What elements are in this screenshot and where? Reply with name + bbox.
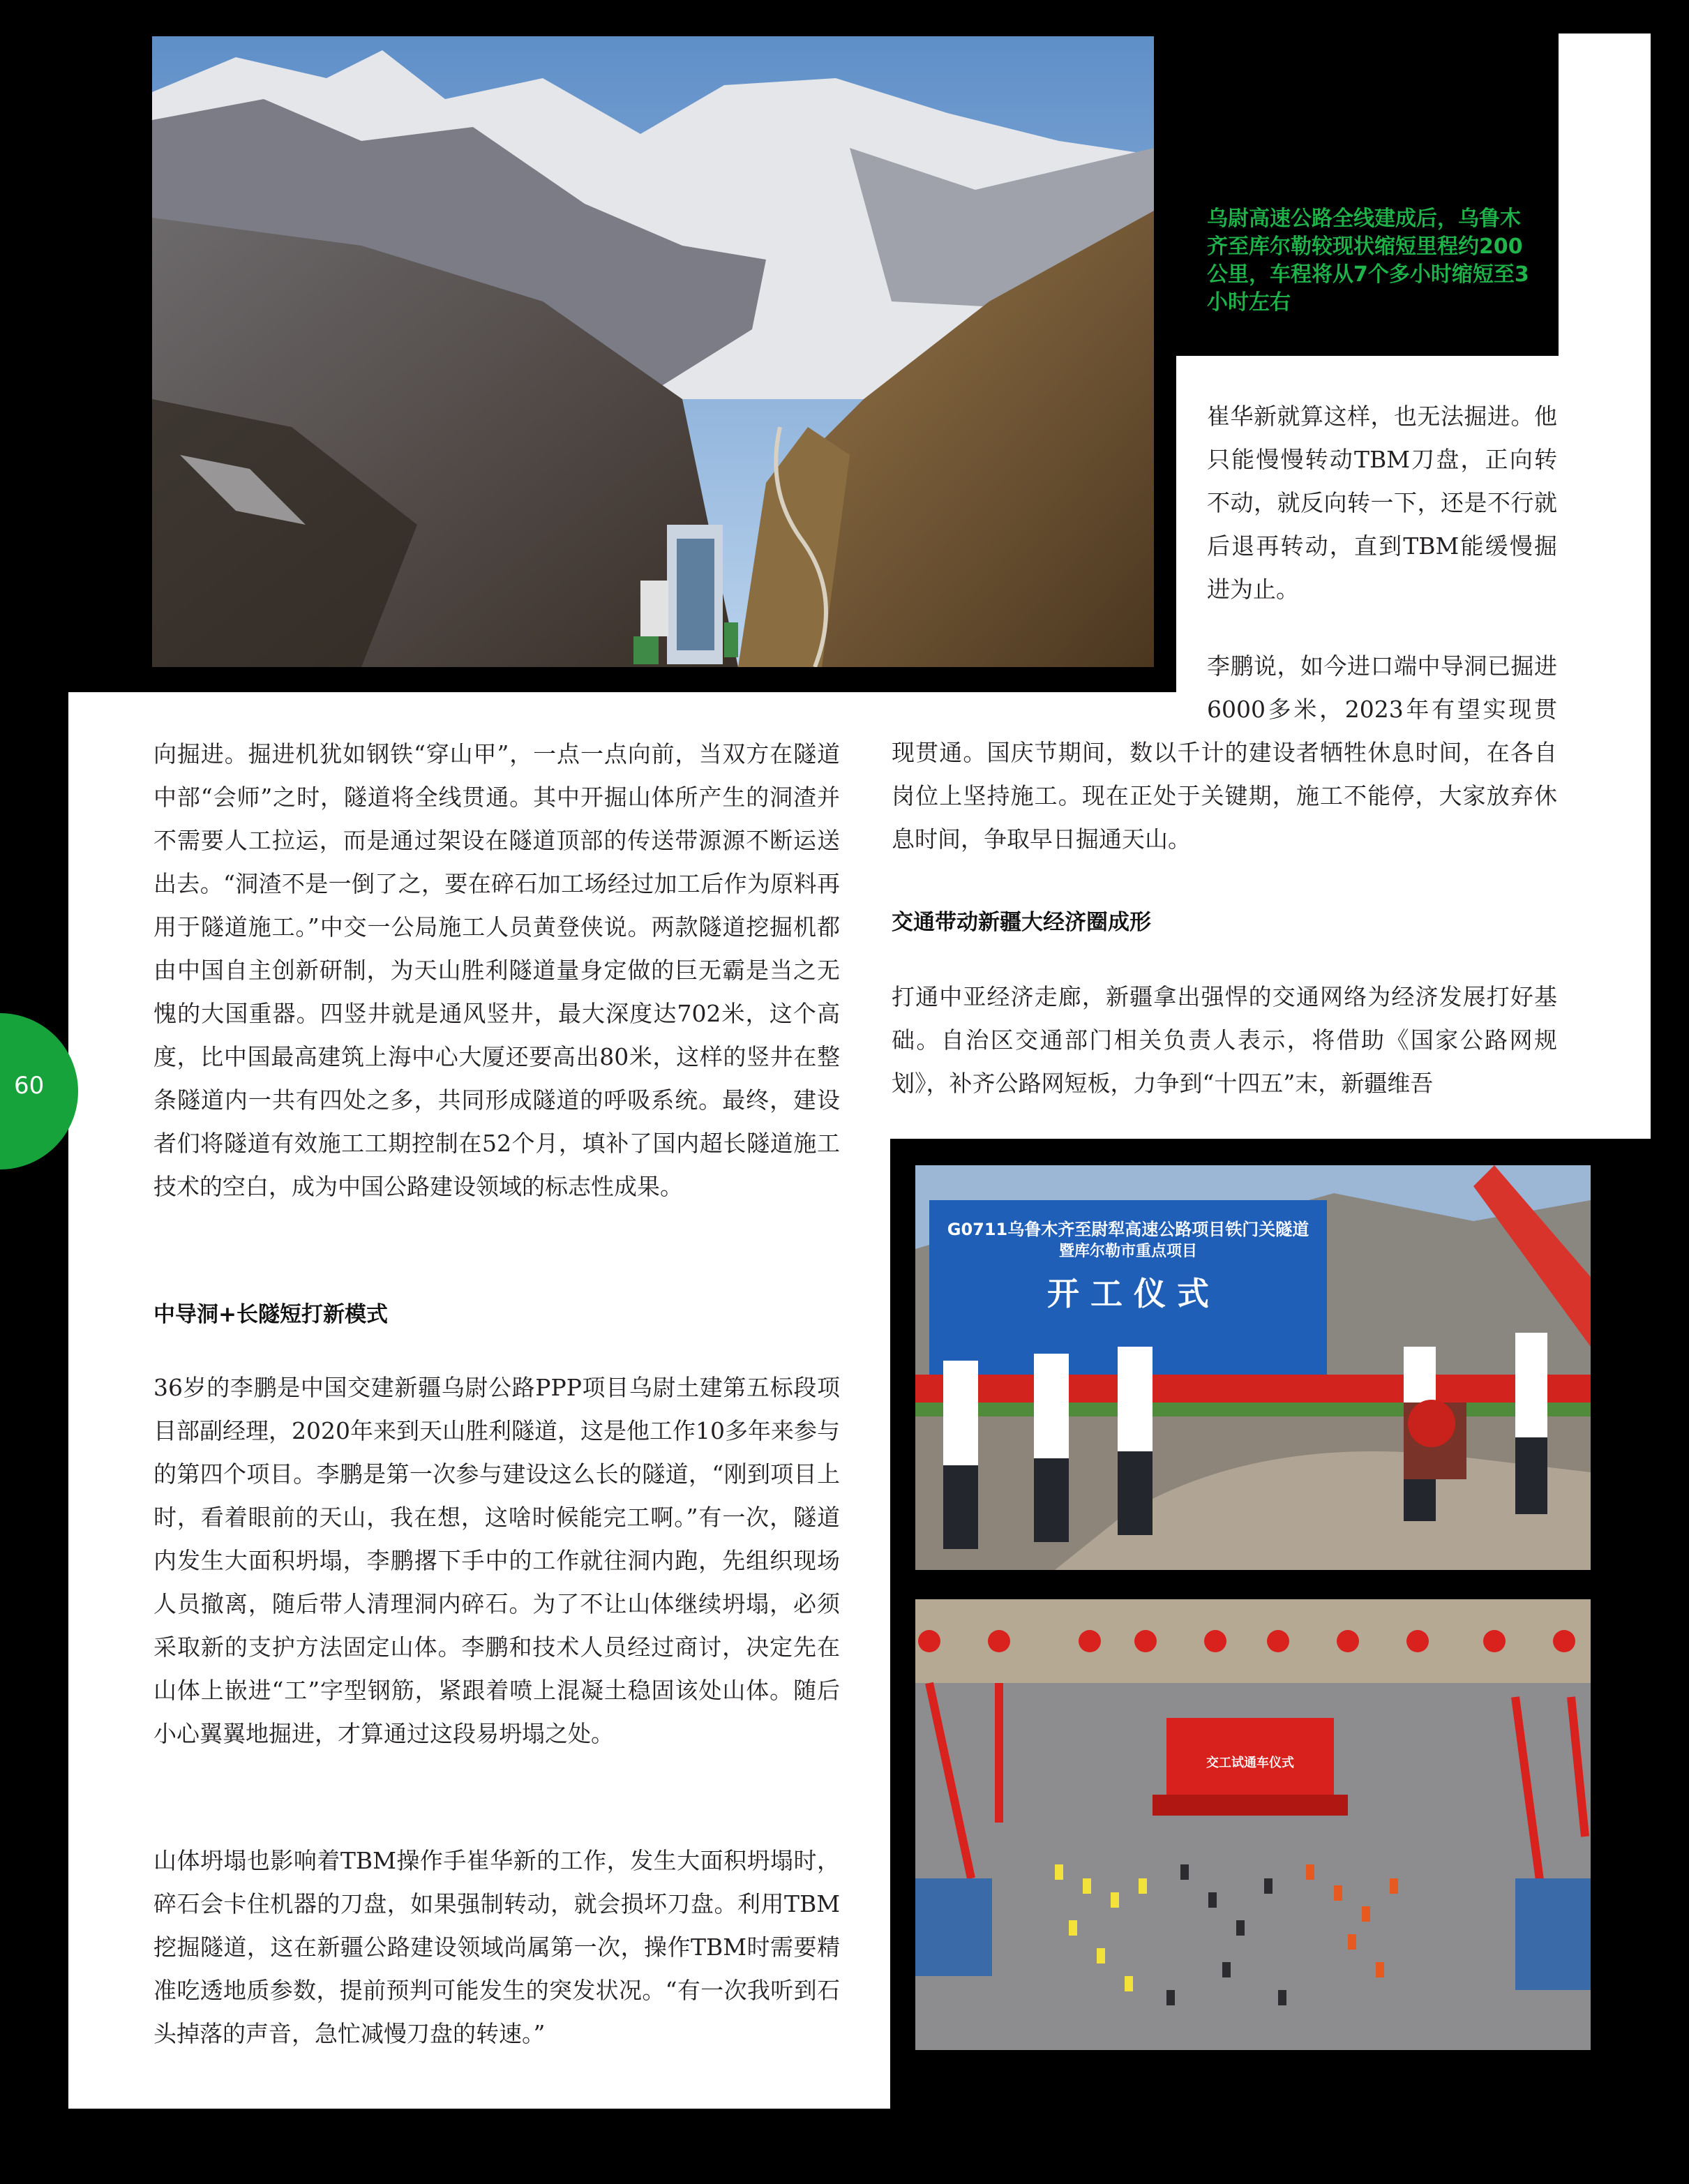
photo-caption: 乌尉高速公路全线建成后，乌鲁木齐至库尔勒较现状缩短里程约200公里，车程将从7个多小时缩短至3小时左右 [1207, 207, 1529, 315]
left-paragraph-1: 向掘进。掘进机犹如钢铁“穿山甲”，一点一点向前，当双方在隧道中部“会师”之时，隧道将全线贯通。其中开掘山体所产生的洞渣并不需要人工拉运，而是通过架设在隧道顶部的传送带源源不断运送出去。“洞渣不是一倒了之，要在碎石加工场经过加工后作为原料再用于隧道施工。”中交一公局施工人员黄登侠说。两款隧道挖掘机都由中国自主创新研制，为天山胜利隧道量身定做的巨无霸是当之无愧的大国重器。四竖井就是通风竖井，最大深度达702米，这个高度，比中国最高建筑上海中心大厦还要高出80米，这样的竖井在整条隧道内一共有四处之多，共同形成隧道的呼吸系统。最终，建设者们将隧道有效施工工期控制在52个月，填补了国内超长隧道施工技术的空白，成为中国公路建设领域的标志性成果。 [153, 740, 840, 1200]
banner-title: 开 工 仪 式 [1046, 1275, 1210, 1312]
banner-line-1: G0711乌鲁木齐至尉犁高速公路项目铁门关隧道 [947, 1220, 1309, 1239]
left-paragraph-2: 36岁的李鹏是中国交建新疆乌尉公路PPP项目乌尉土建第五标段项目部副经理，2020年来到天山胜利隧道，这是他工作10多年来参与的第四个项目。李鹏是第一次参与建设这么长的隧道，“刚到项目上时，看着眼前的天山，我在想，这啥时候能完工啊。”有一次，隧道内发生大面积坍塌，李鹏撂下手中的工作就往洞内跑，先组织现场人员撤离，随后带人清理洞内碎石。为了不让山体继续坍塌，必须采取新的支护方法固定山体。李鹏和技术人员经过商讨，决定先在山体上嵌进“工”字型钢筋，紧跟着喷上混凝土稳固该处山体。随后小心翼翼地掘进，才算通过这段易坍塌之处。 [153, 1374, 840, 1747]
traffic-ceremony-photo [915, 1599, 1591, 2050]
page-number-badge [0, 1013, 78, 1169]
right-paragraph-2-start: 李鹏说，如今进口端中导洞已掘进6000多米，2023年有望实现贯 [1207, 652, 1557, 723]
banner-line-2: 暨库尔勒市重点项目 [1058, 1243, 1198, 1260]
right-section-heading: 交通带动新疆大经济圈成形 [892, 910, 1151, 935]
left-section-heading: 中导洞+长隧短打新模式 [153, 1302, 388, 1327]
top-right-strip [1559, 33, 1651, 361]
page-number: 60 [14, 1072, 45, 1100]
ceremony-photo [915, 1165, 1591, 1570]
stage-text: 交工试通车仪式 [1206, 1756, 1294, 1770]
right-paragraph-2-cont: 现贯通。国庆节期间，数以千计的建设者牺牲休息时间，在各自岗位上坚持施工。现在正处于关键期，施工不能停，大家放弃休息时间，争取早日掘通天山。 [892, 739, 1557, 853]
left-paragraph-3: 山体坍塌也影响着TBM操作手崔华新的工作，发生大面积坍塌时，碎石会卡住机器的刀盘，如果强制转动，就会损坏刀盘。利用TBM挖掘隧道，这在新疆公路建设领域尚属第一次，操作TBM时需要精准吃透地质参数，提前预判可能发生的突发状况。“有一次我听到石头掉落的声音，急忙减慢刀盘的转速。” [153, 1847, 840, 2047]
mountain-valley-photo [152, 36, 1154, 667]
right-paragraph-1: 崔华新就算这样，也无法掘进。他只能慢慢转动TBM刀盘，正向转不动，就反向转一下，还是不行就后退再转动，直到TBM能缓慢掘进为止。 [1207, 403, 1557, 603]
right-paragraph-3: 打通中亚经济走廊，新疆拿出强悍的交通网络为经济发展打好基础。自治区交通部门相关负责人表示，将借助《国家公路网规划》，补齐公路网短板，力争到“十四五”末，新疆维吾 [892, 983, 1557, 1097]
